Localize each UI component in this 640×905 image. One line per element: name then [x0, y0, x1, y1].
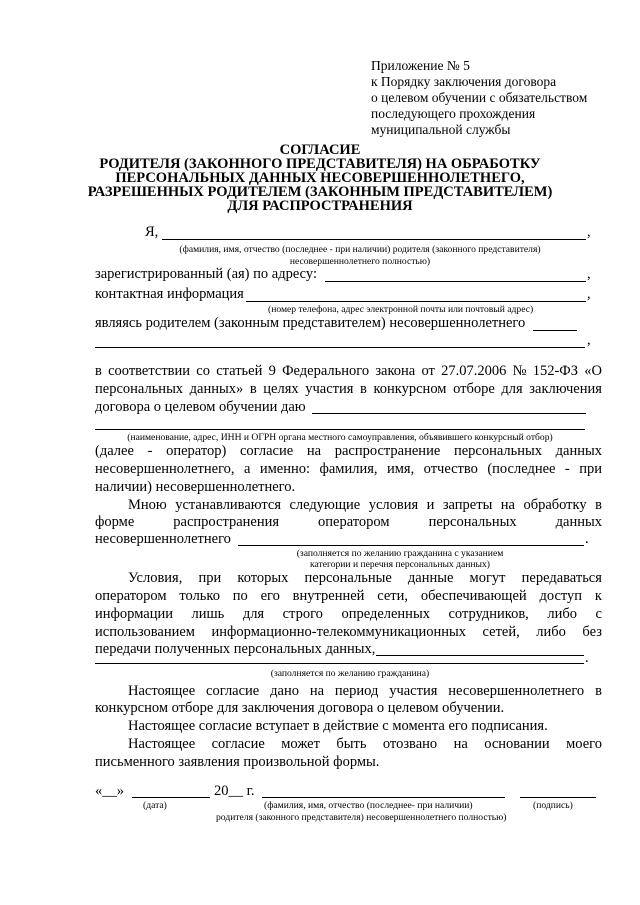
word: моего	[566, 736, 602, 752]
word: передаваться	[521, 570, 602, 586]
appendix-line: последующего прохождения	[371, 106, 536, 121]
word: в	[595, 683, 602, 699]
title-line: СОГЛАСИЕ	[279, 142, 361, 158]
word: быть	[336, 736, 367, 752]
conditions-line-3: несовершеннолетнего	[95, 531, 231, 547]
dot: .	[585, 650, 589, 666]
fio-hint: (фамилия, имя, отчество (последнее - при наличии) родителя (законного представителя)	[179, 244, 541, 255]
word: имя,	[386, 461, 415, 477]
signature-blank[interactable]	[520, 797, 596, 798]
word: персональных	[428, 514, 517, 530]
word: отборе	[453, 381, 495, 397]
word: и	[426, 497, 435, 513]
ya-label: Я,	[145, 224, 159, 240]
word: в	[95, 363, 102, 379]
word: 152-ФЗ	[532, 363, 578, 379]
appendix-line: о целевом обучении с обязательством	[371, 90, 588, 105]
word: на	[453, 736, 468, 752]
transfer-blank[interactable]	[376, 655, 584, 656]
word: распространения	[173, 514, 280, 530]
comma: ,	[587, 332, 591, 348]
word: -	[147, 443, 153, 459]
word: от	[421, 363, 435, 379]
word: к	[594, 588, 602, 604]
appendix-line: к Порядку заключения договора	[371, 74, 557, 89]
word: которых	[237, 570, 289, 586]
operator-blank-2[interactable]	[95, 429, 585, 430]
word: форме	[95, 514, 135, 530]
conditions-hint: категории и перечня персональных данных)	[310, 559, 490, 570]
word: доступ	[539, 588, 583, 604]
minor-blank-2[interactable]	[95, 347, 585, 348]
effective-line: Настоящее согласие вступает в действие с момента его подписания.	[128, 718, 548, 734]
title-line: РАЗРЕШЕННЫХ РОДИТЕЛЕМ (ЗАКОННЫМ ПРЕДСТАВИТЕЛЕМ)	[87, 184, 553, 200]
word: либо	[536, 624, 566, 640]
date-month-blank[interactable]	[132, 797, 210, 798]
word: запреты	[442, 497, 493, 513]
word: данные	[407, 570, 454, 586]
word: согласие	[206, 683, 260, 699]
word: строго	[282, 606, 323, 622]
word: персональных	[95, 381, 184, 397]
word: при	[198, 570, 222, 586]
word: Настоящее	[128, 683, 196, 699]
revoke-line-2: письменного заявления произвольной формы.	[95, 754, 380, 770]
comma: ,	[587, 224, 591, 240]
title-line: РОДИТЕЛЯ (ЗАКОННОГО ПРЕДСТАВИТЕЛЯ) НА ОБРАБОТКУ	[99, 156, 541, 172]
word: данных»	[189, 381, 244, 397]
fio-label: (фамилия, имя, отчество (последнее- при наличии)	[264, 800, 473, 811]
title-line: ПЕРСОНАЛЬНЫХ ДАННЫХ НЕСОВЕРШЕННОЛЕТНЕГО,	[115, 170, 525, 186]
word: закона	[375, 363, 416, 379]
word: участия	[389, 683, 438, 699]
word: Федерального	[282, 363, 370, 379]
word: отозвано	[382, 736, 438, 752]
transfer-line-3	[95, 606, 602, 623]
word: распространение	[334, 443, 441, 459]
law-line-4	[95, 443, 602, 460]
word: оператором	[318, 514, 390, 530]
contact-hint: (номер телефона, адрес электронной почты или почтовый адрес)	[268, 304, 534, 315]
word: конкурсном	[373, 381, 447, 397]
transfer-blank-2[interactable]	[95, 663, 584, 664]
conditions-blank[interactable]	[238, 545, 584, 546]
word: -	[564, 461, 570, 477]
word: обработку	[523, 497, 587, 513]
word: определенных	[341, 606, 430, 622]
word: без	[582, 624, 602, 640]
word: фамилия,	[319, 461, 378, 477]
operator-blank[interactable]	[312, 413, 586, 414]
word: оператором	[95, 588, 167, 604]
word: данных	[555, 514, 602, 530]
word: основании	[484, 736, 550, 752]
comma: ,	[587, 266, 591, 282]
word: в	[249, 381, 257, 397]
word: его	[260, 588, 280, 604]
word: для	[501, 381, 523, 397]
word: 27.07.2006	[441, 363, 507, 379]
word: именно:	[259, 461, 311, 477]
word: сетей,	[482, 624, 520, 640]
word: №	[512, 363, 527, 379]
transfer-line-2	[95, 588, 602, 605]
word: Мною	[128, 497, 167, 513]
word: информационно-телекоммуникационных	[211, 624, 466, 640]
word: Настоящее	[128, 736, 196, 752]
word: согласие	[211, 736, 265, 752]
sign-label: (подпись)	[533, 800, 573, 811]
word: обеспечивающей	[420, 588, 527, 604]
word: внутренней	[292, 588, 365, 604]
word: отчество	[423, 461, 478, 477]
word: сети,	[377, 588, 409, 604]
word: с	[595, 606, 602, 622]
transfer-hint: (заполняется по желанию гражданина)	[270, 668, 430, 679]
word: на	[500, 497, 515, 513]
word: могут	[469, 570, 506, 586]
word: (далее	[95, 443, 134, 459]
law-line-1	[95, 363, 602, 380]
fio-blank[interactable]	[162, 239, 586, 240]
word: период	[334, 683, 379, 699]
word: а	[243, 461, 251, 477]
contact-blank[interactable]	[246, 301, 586, 302]
word: устанавливаются	[175, 497, 282, 513]
word: «О	[584, 363, 602, 379]
word: либо	[547, 606, 577, 622]
word: несовершеннолетнего,	[95, 461, 235, 477]
word: при	[579, 461, 602, 477]
word: информации	[95, 606, 173, 622]
date-label: (дата)	[143, 800, 167, 811]
address-blank[interactable]	[325, 281, 586, 282]
word: на	[309, 683, 325, 699]
word: согласие	[239, 443, 294, 459]
appendix-line: муниципальной службы	[371, 122, 511, 137]
word: персональные	[304, 570, 392, 586]
parent-label: являясь родителем (законным представителем) несовершеннолетнего	[95, 315, 526, 331]
word: лишь	[191, 606, 225, 622]
word: статьей	[216, 363, 263, 379]
contact-label: контактная информация	[95, 286, 244, 302]
address-label: зарегистрированный (ая) по адресу:	[95, 266, 317, 282]
word: целях	[263, 381, 299, 397]
word: сотрудников,	[448, 606, 529, 622]
word: по	[232, 588, 248, 604]
word: 9	[268, 363, 276, 379]
conditions-line-1	[128, 497, 602, 514]
law-line-5	[95, 461, 602, 478]
law-line-3: договора о целевом обучении даю	[95, 399, 306, 415]
date-year: 20__ г.	[214, 783, 255, 799]
conditions-line-2	[95, 514, 602, 531]
fio-hint: несовершеннолетнего полностью)	[289, 256, 431, 267]
word: дано	[270, 683, 299, 699]
law-line-6: наличии) несовершеннолетнего.	[95, 479, 296, 495]
revoke-line-1	[128, 736, 602, 753]
word: со	[196, 363, 210, 379]
word: для	[242, 606, 265, 622]
word: на	[306, 443, 322, 459]
word: несовершеннолетнего	[448, 683, 585, 699]
word: заключения	[529, 381, 602, 397]
word: может	[281, 736, 320, 752]
operator-hint: (наименование, адрес, ИНН и ОГРН органа местного самоуправления, объявившего конкурсный отбор)	[127, 432, 553, 443]
conditions-hint: (заполняется по желанию гражданина с указанием	[296, 548, 504, 559]
title-line: ДЛЯ РАСПРОСТРАНЕНИЯ	[227, 198, 413, 214]
appendix-line: Приложение № 5	[371, 58, 470, 73]
word: данных	[555, 443, 602, 459]
word: в	[595, 497, 602, 513]
word: использованием	[95, 624, 195, 640]
word: (последнее	[487, 461, 556, 477]
word: Условия,	[128, 570, 183, 586]
word: участия	[305, 381, 354, 397]
word: только	[179, 588, 220, 604]
word: в	[360, 381, 367, 397]
fio-label-2: родителя (законного представителя) несовершеннолетнего полностью)	[216, 812, 507, 823]
period-line-2: конкурсном отборе для заключения договора о целевом обучении.	[95, 700, 505, 716]
transfer-line-4	[95, 624, 602, 641]
law-line-2	[95, 381, 602, 398]
minor-blank[interactable]	[533, 330, 577, 331]
word: условия	[368, 497, 419, 513]
date-day: «__»	[95, 783, 124, 799]
word: персональных	[453, 443, 542, 459]
transfer-line-1	[128, 570, 602, 587]
word: соответствии	[108, 363, 191, 379]
dot: .	[585, 531, 589, 547]
comma: ,	[587, 286, 591, 302]
word: следующие	[289, 497, 361, 513]
fio-sign-blank[interactable]	[262, 797, 505, 798]
transfer-line-5: передачи полученных персональных данных,	[95, 641, 376, 657]
period-line-1	[128, 683, 602, 700]
word: оператор)	[166, 443, 227, 459]
